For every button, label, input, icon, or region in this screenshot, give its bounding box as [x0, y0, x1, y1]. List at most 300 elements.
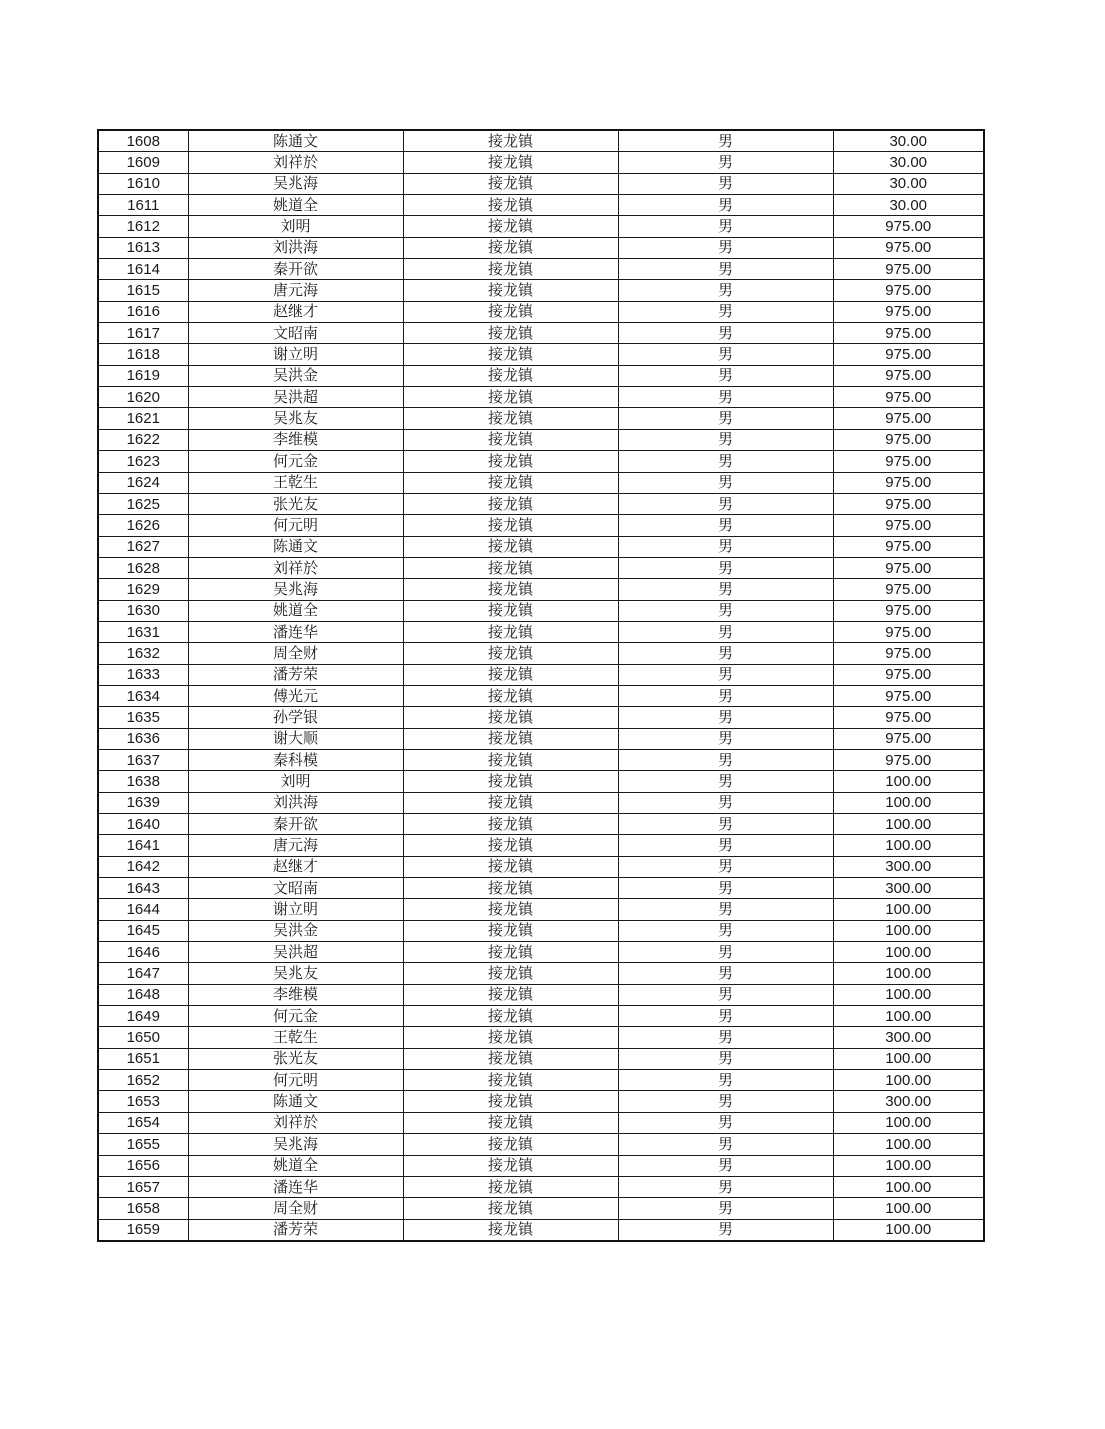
table-row: [98, 600, 984, 621]
cell-name: 王乾生: [188, 472, 403, 493]
cell-town: 接龙镇: [403, 259, 618, 280]
table-row: [98, 1091, 984, 1112]
cell-amount: 100.00: [833, 984, 984, 1005]
table-row: [98, 1176, 984, 1197]
cell-gender: 男: [618, 365, 833, 386]
cell-gender: 男: [618, 1219, 833, 1241]
cell-amount: 975.00: [833, 728, 984, 749]
cell-id: 1657: [98, 1176, 188, 1197]
cell-id: 1640: [98, 814, 188, 835]
cell-name: 秦开欲: [188, 259, 403, 280]
cell-name: 赵继才: [188, 856, 403, 877]
cell-name: 姚道全: [188, 1155, 403, 1176]
table-row: [98, 856, 984, 877]
cell-town: 接龙镇: [403, 749, 618, 770]
cell-name: 姚道全: [188, 195, 403, 216]
table-row: [98, 1198, 984, 1219]
cell-town: 接龙镇: [403, 451, 618, 472]
cell-name: 吴洪金: [188, 920, 403, 941]
cell-town: 接龙镇: [403, 984, 618, 1005]
cell-name: 吴洪超: [188, 942, 403, 963]
cell-id: 1632: [98, 643, 188, 664]
cell-town: 接龙镇: [403, 728, 618, 749]
cell-town: 接龙镇: [403, 621, 618, 642]
cell-town: 接龙镇: [403, 707, 618, 728]
cell-id: 1627: [98, 536, 188, 557]
cell-id: 1643: [98, 878, 188, 899]
cell-town: 接龙镇: [403, 1112, 618, 1133]
cell-name: 姚道全: [188, 600, 403, 621]
cell-town: 接龙镇: [403, 643, 618, 664]
cell-id: 1645: [98, 920, 188, 941]
table-row: [98, 451, 984, 472]
table-row: [98, 1048, 984, 1069]
cell-amount: 100.00: [833, 899, 984, 920]
table-row: [98, 1155, 984, 1176]
table-row: [98, 429, 984, 450]
cell-name: 傅光元: [188, 685, 403, 706]
cell-id: 1629: [98, 579, 188, 600]
cell-amount: 975.00: [833, 600, 984, 621]
cell-id: 1633: [98, 664, 188, 685]
cell-town: 接龙镇: [403, 1027, 618, 1048]
cell-town: 接龙镇: [403, 685, 618, 706]
cell-id: 1610: [98, 173, 188, 194]
cell-name: 刘洪海: [188, 792, 403, 813]
cell-name: 孙学银: [188, 707, 403, 728]
cell-id: 1611: [98, 195, 188, 216]
cell-id: 1623: [98, 451, 188, 472]
table-row: [98, 536, 984, 557]
cell-id: 1608: [98, 130, 188, 152]
cell-amount: 100.00: [833, 920, 984, 941]
cell-name: 周全财: [188, 643, 403, 664]
cell-name: 吴兆海: [188, 1134, 403, 1155]
table-row: [98, 408, 984, 429]
cell-amount: 975.00: [833, 643, 984, 664]
cell-id: 1618: [98, 344, 188, 365]
cell-gender: 男: [618, 173, 833, 194]
cell-amount: 975.00: [833, 259, 984, 280]
cell-town: 接龙镇: [403, 920, 618, 941]
cell-amount: 975.00: [833, 387, 984, 408]
cell-gender: 男: [618, 280, 833, 301]
table-row: [98, 771, 984, 792]
cell-amount: 975.00: [833, 301, 984, 322]
cell-town: 接龙镇: [403, 1048, 618, 1069]
cell-amount: 100.00: [833, 963, 984, 984]
cell-id: 1655: [98, 1134, 188, 1155]
table-row: [98, 1006, 984, 1027]
cell-amount: 100.00: [833, 1070, 984, 1091]
cell-name: 刘祥於: [188, 152, 403, 173]
cell-id: 1613: [98, 237, 188, 258]
cell-id: 1656: [98, 1155, 188, 1176]
cell-gender: 男: [618, 621, 833, 642]
cell-town: 接龙镇: [403, 408, 618, 429]
cell-gender: 男: [618, 152, 833, 173]
table-row: [98, 280, 984, 301]
table-row: [98, 749, 984, 770]
cell-amount: 30.00: [833, 173, 984, 194]
cell-id: 1649: [98, 1006, 188, 1027]
cell-town: 接龙镇: [403, 963, 618, 984]
cell-name: 刘洪海: [188, 237, 403, 258]
cell-id: 1642: [98, 856, 188, 877]
table-row: [98, 557, 984, 578]
cell-town: 接龙镇: [403, 1070, 618, 1091]
cell-id: 1617: [98, 323, 188, 344]
cell-amount: 100.00: [833, 1006, 984, 1027]
cell-gender: 男: [618, 1155, 833, 1176]
cell-town: 接龙镇: [403, 195, 618, 216]
cell-gender: 男: [618, 942, 833, 963]
cell-amount: 100.00: [833, 1176, 984, 1197]
cell-name: 潘连华: [188, 621, 403, 642]
cell-name: 文昭南: [188, 323, 403, 344]
cell-town: 接龙镇: [403, 515, 618, 536]
cell-id: 1628: [98, 557, 188, 578]
cell-town: 接龙镇: [403, 1198, 618, 1219]
cell-gender: 男: [618, 792, 833, 813]
cell-name: 刘明: [188, 771, 403, 792]
table-row: [98, 1219, 984, 1241]
table-row: [98, 173, 984, 194]
cell-id: 1622: [98, 429, 188, 450]
table-row: [98, 237, 984, 258]
cell-name: 秦开欲: [188, 814, 403, 835]
cell-gender: 男: [618, 451, 833, 472]
cell-gender: 男: [618, 771, 833, 792]
cell-id: 1637: [98, 749, 188, 770]
cell-gender: 男: [618, 301, 833, 322]
cell-amount: 100.00: [833, 771, 984, 792]
cell-name: 谢大顺: [188, 728, 403, 749]
cell-gender: 男: [618, 749, 833, 770]
cell-town: 接龙镇: [403, 878, 618, 899]
cell-town: 接龙镇: [403, 835, 618, 856]
cell-name: 潘芳荣: [188, 664, 403, 685]
cell-gender: 男: [618, 408, 833, 429]
cell-amount: 30.00: [833, 195, 984, 216]
table-row: [98, 835, 984, 856]
cell-town: 接龙镇: [403, 856, 618, 877]
cell-amount: 975.00: [833, 707, 984, 728]
table-row: [98, 365, 984, 386]
cell-amount: 100.00: [833, 1155, 984, 1176]
cell-id: 1650: [98, 1027, 188, 1048]
cell-amount: 975.00: [833, 365, 984, 386]
table-row: [98, 878, 984, 899]
table-row: [98, 984, 984, 1005]
cell-name: 何元明: [188, 515, 403, 536]
table-row: [98, 899, 984, 920]
cell-id: 1630: [98, 600, 188, 621]
table-row: [98, 1112, 984, 1133]
table-row: [98, 963, 984, 984]
cell-town: 接龙镇: [403, 280, 618, 301]
table-row: [98, 344, 984, 365]
cell-town: 接龙镇: [403, 323, 618, 344]
cell-id: 1641: [98, 835, 188, 856]
cell-gender: 男: [618, 557, 833, 578]
cell-amount: 100.00: [833, 1219, 984, 1241]
cell-name: 张光友: [188, 1048, 403, 1069]
table-row: [98, 1027, 984, 1048]
cell-gender: 男: [618, 579, 833, 600]
cell-amount: 975.00: [833, 515, 984, 536]
cell-gender: 男: [618, 536, 833, 557]
cell-name: 李维模: [188, 984, 403, 1005]
cell-amount: 975.00: [833, 664, 984, 685]
cell-gender: 男: [618, 899, 833, 920]
table-row: [98, 621, 984, 642]
cell-amount: 300.00: [833, 1027, 984, 1048]
table-row: [98, 1134, 984, 1155]
table-row: [98, 685, 984, 706]
cell-gender: 男: [618, 685, 833, 706]
cell-id: 1644: [98, 899, 188, 920]
cell-id: 1648: [98, 984, 188, 1005]
cell-gender: 男: [618, 493, 833, 514]
cell-amount: 975.00: [833, 237, 984, 258]
cell-name: 陈通文: [188, 536, 403, 557]
cell-town: 接龙镇: [403, 1134, 618, 1155]
cell-name: 唐元海: [188, 280, 403, 301]
table-row: [98, 1070, 984, 1091]
cell-town: 接龙镇: [403, 664, 618, 685]
cell-amount: 975.00: [833, 408, 984, 429]
cell-name: 吴兆海: [188, 579, 403, 600]
cell-name: 何元金: [188, 451, 403, 472]
cell-gender: 男: [618, 664, 833, 685]
cell-amount: 300.00: [833, 856, 984, 877]
cell-gender: 男: [618, 814, 833, 835]
cell-gender: 男: [618, 643, 833, 664]
cell-gender: 男: [618, 963, 833, 984]
table-row: [98, 195, 984, 216]
table-row: [98, 259, 984, 280]
table-body: [98, 130, 984, 1241]
cell-amount: 975.00: [833, 557, 984, 578]
cell-amount: 100.00: [833, 1048, 984, 1069]
table-row: [98, 792, 984, 813]
cell-amount: 975.00: [833, 579, 984, 600]
cell-gender: 男: [618, 600, 833, 621]
cell-id: 1624: [98, 472, 188, 493]
cell-name: 刘祥於: [188, 557, 403, 578]
cell-id: 1639: [98, 792, 188, 813]
cell-id: 1654: [98, 1112, 188, 1133]
cell-id: 1619: [98, 365, 188, 386]
cell-amount: 100.00: [833, 1112, 984, 1133]
cell-gender: 男: [618, 472, 833, 493]
cell-amount: 100.00: [833, 814, 984, 835]
cell-id: 1634: [98, 685, 188, 706]
cell-gender: 男: [618, 237, 833, 258]
cell-town: 接龙镇: [403, 1176, 618, 1197]
table-row: [98, 515, 984, 536]
cell-name: 吴兆友: [188, 408, 403, 429]
table-row: [98, 323, 984, 344]
cell-name: 何元明: [188, 1070, 403, 1091]
cell-gender: 男: [618, 1112, 833, 1133]
cell-name: 何元金: [188, 1006, 403, 1027]
table-row: [98, 387, 984, 408]
cell-town: 接龙镇: [403, 771, 618, 792]
cell-gender: 男: [618, 1048, 833, 1069]
cell-id: 1625: [98, 493, 188, 514]
cell-id: 1659: [98, 1219, 188, 1241]
cell-town: 接龙镇: [403, 1091, 618, 1112]
cell-gender: 男: [618, 216, 833, 237]
cell-name: 刘祥於: [188, 1112, 403, 1133]
cell-id: 1615: [98, 280, 188, 301]
cell-id: 1652: [98, 1070, 188, 1091]
cell-gender: 男: [618, 1006, 833, 1027]
cell-town: 接龙镇: [403, 792, 618, 813]
cell-id: 1616: [98, 301, 188, 322]
cell-name: 赵继才: [188, 301, 403, 322]
cell-town: 接龙镇: [403, 557, 618, 578]
cell-gender: 男: [618, 856, 833, 877]
cell-gender: 男: [618, 429, 833, 450]
cell-name: 吴兆友: [188, 963, 403, 984]
cell-town: 接龙镇: [403, 130, 618, 152]
cell-amount: 975.00: [833, 429, 984, 450]
table-row: [98, 216, 984, 237]
cell-id: 1653: [98, 1091, 188, 1112]
cell-amount: 975.00: [833, 344, 984, 365]
cell-town: 接龙镇: [403, 942, 618, 963]
cell-amount: 100.00: [833, 1134, 984, 1155]
cell-amount: 100.00: [833, 792, 984, 813]
cell-gender: 男: [618, 387, 833, 408]
cell-name: 吴洪金: [188, 365, 403, 386]
cell-amount: 975.00: [833, 621, 984, 642]
table-row: [98, 152, 984, 173]
cell-amount: 975.00: [833, 280, 984, 301]
cell-amount: 300.00: [833, 1091, 984, 1112]
cell-town: 接龙镇: [403, 301, 618, 322]
cell-name: 吴兆海: [188, 173, 403, 194]
table-row: [98, 728, 984, 749]
cell-name: 秦科模: [188, 749, 403, 770]
cell-id: 1631: [98, 621, 188, 642]
cell-town: 接龙镇: [403, 1219, 618, 1241]
cell-name: 王乾生: [188, 1027, 403, 1048]
cell-town: 接龙镇: [403, 579, 618, 600]
cell-town: 接龙镇: [403, 216, 618, 237]
cell-gender: 男: [618, 1070, 833, 1091]
cell-name: 李维模: [188, 429, 403, 450]
table-row: [98, 707, 984, 728]
cell-name: 唐元海: [188, 835, 403, 856]
cell-id: 1636: [98, 728, 188, 749]
cell-gender: 男: [618, 130, 833, 152]
cell-town: 接龙镇: [403, 365, 618, 386]
table-row: [98, 579, 984, 600]
cell-amount: 975.00: [833, 749, 984, 770]
cell-town: 接龙镇: [403, 493, 618, 514]
cell-town: 接龙镇: [403, 173, 618, 194]
cell-name: 周全财: [188, 1198, 403, 1219]
cell-town: 接龙镇: [403, 1155, 618, 1176]
cell-id: 1614: [98, 259, 188, 280]
table-row: [98, 814, 984, 835]
cell-amount: 30.00: [833, 152, 984, 173]
cell-gender: 男: [618, 984, 833, 1005]
cell-town: 接龙镇: [403, 899, 618, 920]
cell-town: 接龙镇: [403, 814, 618, 835]
cell-gender: 男: [618, 344, 833, 365]
cell-town: 接龙镇: [403, 344, 618, 365]
cell-gender: 男: [618, 728, 833, 749]
cell-id: 1647: [98, 963, 188, 984]
cell-name: 潘芳荣: [188, 1219, 403, 1241]
cell-amount: 30.00: [833, 130, 984, 152]
table-row: [98, 472, 984, 493]
cell-name: 张光友: [188, 493, 403, 514]
cell-town: 接龙镇: [403, 536, 618, 557]
table-row: [98, 664, 984, 685]
cell-town: 接龙镇: [403, 600, 618, 621]
cell-name: 吴洪超: [188, 387, 403, 408]
cell-town: 接龙镇: [403, 387, 618, 408]
cell-town: 接龙镇: [403, 237, 618, 258]
cell-id: 1620: [98, 387, 188, 408]
cell-amount: 100.00: [833, 942, 984, 963]
cell-id: 1621: [98, 408, 188, 429]
cell-gender: 男: [618, 259, 833, 280]
cell-amount: 975.00: [833, 493, 984, 514]
cell-id: 1612: [98, 216, 188, 237]
cell-gender: 男: [618, 1198, 833, 1219]
cell-name: 文昭南: [188, 878, 403, 899]
cell-id: 1638: [98, 771, 188, 792]
table-row: [98, 942, 984, 963]
cell-amount: 300.00: [833, 878, 984, 899]
cell-id: 1651: [98, 1048, 188, 1069]
cell-gender: 男: [618, 515, 833, 536]
cell-gender: 男: [618, 1027, 833, 1048]
cell-name: 潘连华: [188, 1176, 403, 1197]
table-row: [98, 301, 984, 322]
cell-amount: 975.00: [833, 216, 984, 237]
cell-town: 接龙镇: [403, 429, 618, 450]
cell-amount: 100.00: [833, 835, 984, 856]
data-table: [97, 129, 985, 1242]
cell-amount: 975.00: [833, 536, 984, 557]
cell-gender: 男: [618, 1134, 833, 1155]
table-row: [98, 130, 984, 152]
table-row: [98, 643, 984, 664]
cell-name: 陈通文: [188, 130, 403, 152]
cell-amount: 975.00: [833, 451, 984, 472]
cell-name: 陈通文: [188, 1091, 403, 1112]
cell-gender: 男: [618, 1176, 833, 1197]
cell-town: 接龙镇: [403, 472, 618, 493]
table-row: [98, 920, 984, 941]
cell-gender: 男: [618, 920, 833, 941]
cell-gender: 男: [618, 835, 833, 856]
cell-name: 刘明: [188, 216, 403, 237]
cell-amount: 975.00: [833, 472, 984, 493]
cell-amount: 975.00: [833, 323, 984, 344]
cell-name: 谢立明: [188, 344, 403, 365]
cell-id: 1635: [98, 707, 188, 728]
cell-id: 1646: [98, 942, 188, 963]
